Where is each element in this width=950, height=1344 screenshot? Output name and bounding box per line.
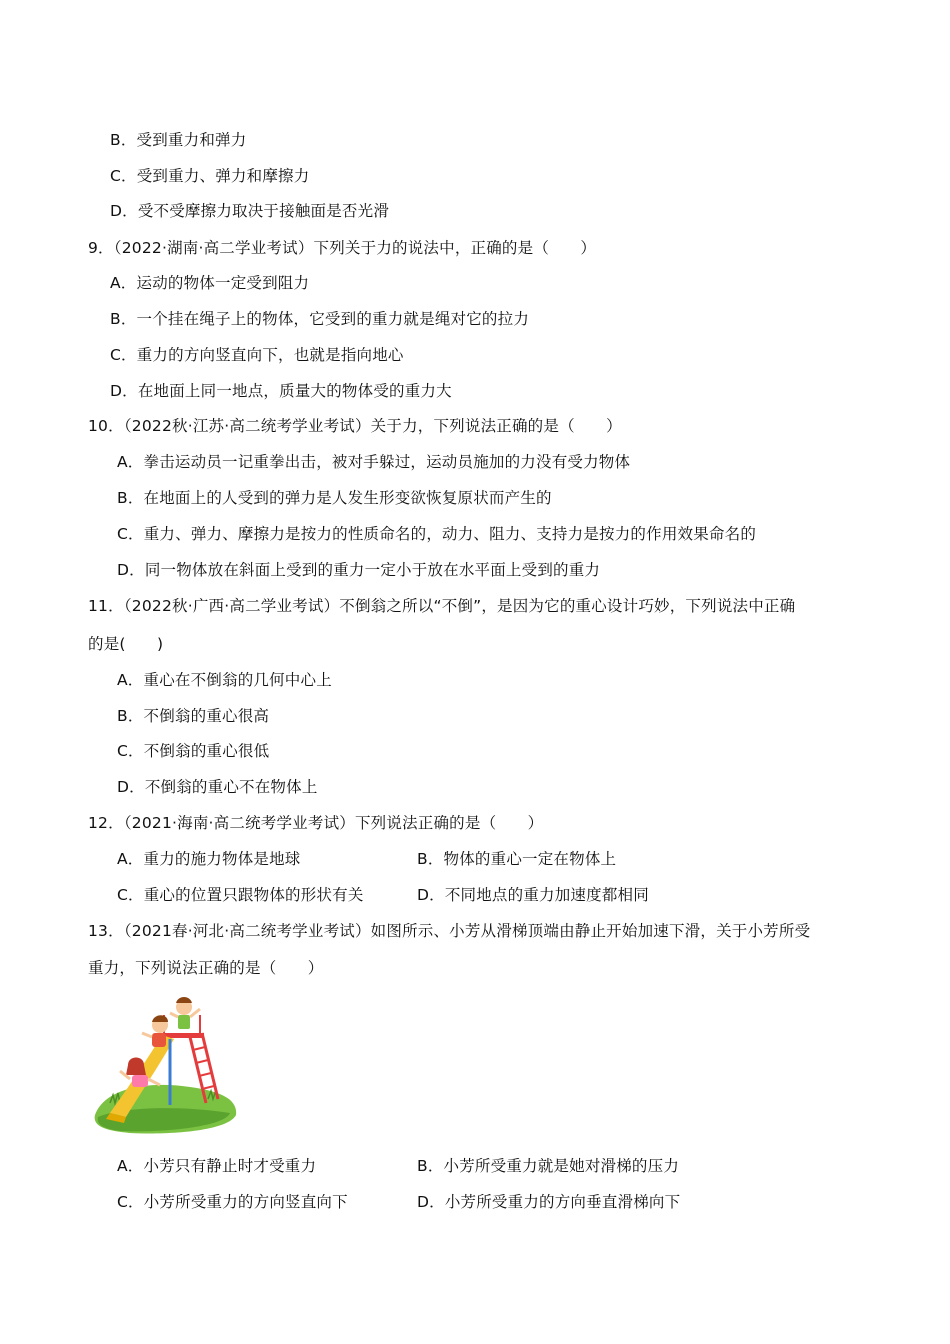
q8-option-b: B．受到重力和弹力 [110,131,247,149]
q10-option-b: B．在地面上的人受到的弹力是人发生形变欲恢复原状而产生的 [117,489,552,507]
q9-option-a: A．运动的物体一定受到阻力 [110,274,310,292]
q11-option-c: C．不倒翁的重心很低 [117,742,270,760]
q11-stem-line2: 的是( ) [88,635,164,653]
q12-option-a: A．重力的施力物体是地球 [117,850,301,868]
q12-option-c: C．重心的位置只跟物体的形状有关 [117,886,364,904]
q13-option-c: C．小芳所受重力的方向竖直向下 [117,1193,348,1211]
q9-option-c: C．重力的方向竖直向下，也就是指向地心 [110,346,404,364]
q9-stem: 9．（2022·湖南·高二学业考试）下列关于力的说法中，正确的是（ ） [88,239,597,257]
q12-option-b: B．物体的重心一定在物体上 [417,850,617,868]
q10-option-c: C．重力、弹力、摩擦力是按力的性质命名的，动力、阻力、支持力是按力的作用效果命名的 [117,525,757,543]
q11-option-d: D．不倒翁的重心不在物体上 [117,778,318,796]
q10-stem: 10．（2022秋·江苏·高二统考学业考试）关于力，下列说法正确的是（ ） [88,417,622,435]
q10-option-d: D．同一物体放在斜面上受到的重力一定小于放在水平面上受到的重力 [117,561,601,579]
q9-option-b: B．一个挂在绳子上的物体，它受到的重力就是绳对它的拉力 [110,310,530,328]
q13-option-d: D．小芳所受重力的方向垂直滑梯向下 [417,1193,681,1211]
q13-option-a: A．小芳只有静止时才受重力 [117,1157,317,1175]
q13-stem-line1: 13．（2021春·河北·高二统考学业考试）如图所示、小芳从滑梯顶端由静止开始加速下滑，关于小芳所受 [88,922,811,940]
q10-option-a: A．拳击运动员一记重拳出击，被对手躲过，运动员施加的力没有受力物体 [117,453,631,471]
q12-stem: 12．（2021·海南·高二统考学业考试）下列说法正确的是（ ） [88,814,544,832]
q8-option-c: C．受到重力、弹力和摩擦力 [110,167,310,185]
q12-option-d: D．不同地点的重力加速度都相同 [417,886,649,904]
q11-option-a: A．重心在不倒翁的几何中心上 [117,671,332,689]
q11-option-b: B．不倒翁的重心很高 [117,707,270,725]
slide-illustration [90,995,240,1137]
q13-option-b: B．小芳所受重力就是她对滑梯的压力 [417,1157,680,1175]
q8-option-d: D．受不受摩擦力取决于接触面是否光滑 [110,202,390,220]
q13-stem-line2: 重力，下列说法正确的是（ ） [88,959,324,977]
q9-option-d: D．在地面上同一地点，质量大的物体受的重力大 [110,382,452,400]
q11-stem-line1: 11．（2022秋·广西·高二学业考试）不倒翁之所以“不倒”，是因为它的重心设计巧妙，下列说法中正确 [88,597,796,615]
